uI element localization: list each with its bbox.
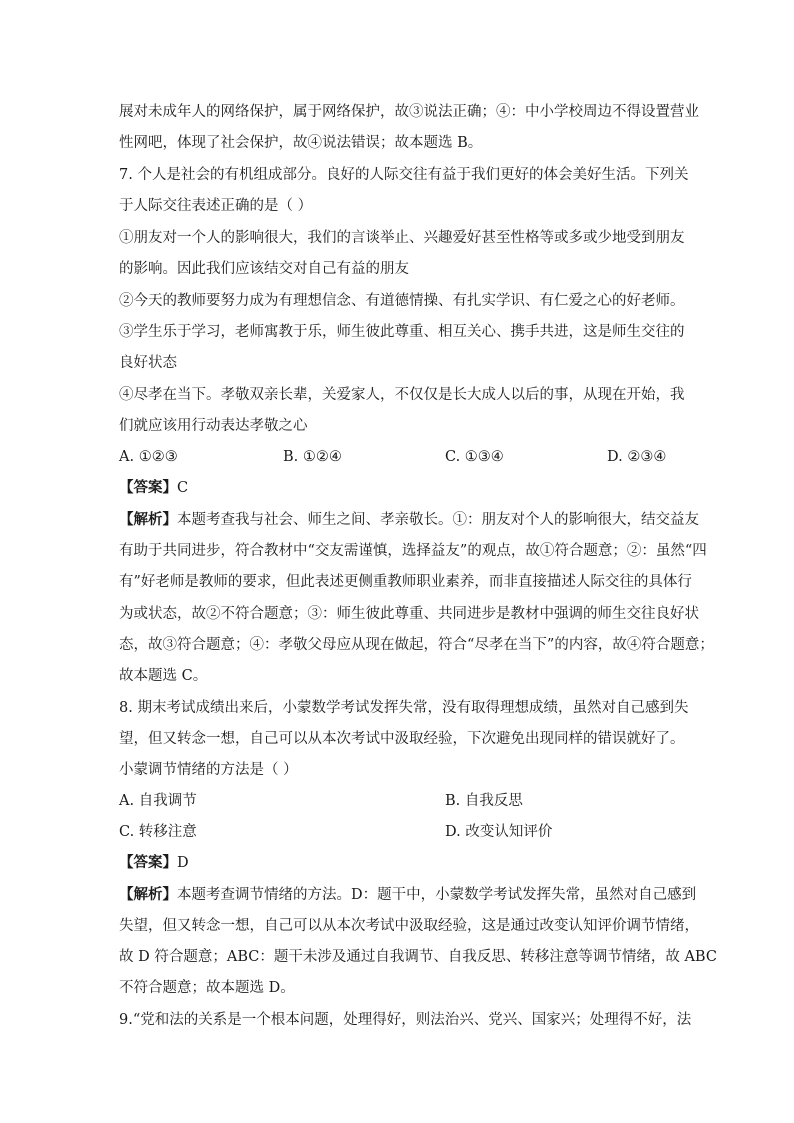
q8-option-d: D. 改变认知评价 xyxy=(445,824,553,840)
q7-option-a: A. ①②③ xyxy=(119,449,178,465)
q7-option-c: C. ①③④ xyxy=(445,449,504,465)
answer-label: 【答案】 xyxy=(119,854,177,871)
q8-option-a: A. 自我调节 xyxy=(119,793,197,809)
q8-analysis xyxy=(119,885,696,905)
text-line: 性网吧，体现了社会保护，故④说法错误；故本题选 B。 xyxy=(119,135,483,151)
q7-analysis: 有助于共同进步，符合教材中“交友需谨慎，选择益友”的观点，故①符合题意；②：虽然“四 xyxy=(119,543,707,559)
question-8-stem: 8. 期末考试成绩出来后，小蒙数学考试发挥失常，没有取得理想成绩，虽然对自己感到失 xyxy=(119,700,689,716)
question-7-stem: 于人际交往表述正确的是（ ） xyxy=(119,198,313,214)
q7-answer xyxy=(119,478,188,498)
q8-analysis: 不符合题意；故本题选 D。 xyxy=(119,980,295,996)
statement-2: ②今天的教师要努力成为有理想信念、有道德情操、有扎实学识、有仁爱之心的好老师。 xyxy=(119,293,685,309)
q8-analysis: 失望，但又转念一想，自己可以从本次考试中汲取经验，这是通过改变认知评价调节情绪， xyxy=(119,918,699,934)
q8-option-b: B. 自我反思 xyxy=(445,793,523,809)
analysis-text: 本题考查调节情绪的方法。D：题干中，小蒙数学考试发挥失常，虽然对自己感到 xyxy=(177,887,697,903)
analysis-text: 本题考查我与社会、师生之间、孝亲敬长。①：朋友对个人的影响很大，结交益友 xyxy=(177,512,699,528)
q8-option-c: C. 转移注意 xyxy=(119,824,197,840)
statement-1: 的影响。因此我们应该结交对自己有益的朋友 xyxy=(119,261,409,277)
q7-option-d: D. ②③④ xyxy=(607,449,667,465)
statement-4: 们就应该用行动表达孝敬之心 xyxy=(119,418,308,434)
q7-analysis xyxy=(119,510,699,530)
q7-analysis: 有”好老师是教师的要求，但此表述更侧重教师职业素养，而非直接描述人际交往的具体行 xyxy=(119,574,692,590)
statement-4: ④尽孝在当下。孝敬双亲长辈，关爱家人，不仅仅是长大成人以后的事，从现在开始，我 xyxy=(119,387,685,403)
q8-analysis: 故 D 符合题意；ABC：题干未涉及通过自我调节、自我反思、转移注意等调节情绪，故 ABC xyxy=(119,949,717,965)
answer-value: C xyxy=(177,480,189,496)
question-9-stem: 9.“党和法的关系是一个根本问题，处理得好，则法治兴、党兴、国家兴；处理得不好，法 xyxy=(119,1012,692,1028)
answer-label: 【答案】 xyxy=(119,479,177,496)
answer-value: D xyxy=(177,855,189,871)
question-7-stem: 7. 个人是社会的有机组成部分。良好的人际交往有益于我们更好的体会美好生活。下列关 xyxy=(119,167,689,183)
analysis-label: 【解析】 xyxy=(119,511,177,528)
q7-analysis: 态，故③符合题意；④：孝敬父母应从现在做起，符合“尽孝在当下”的内容，故④符合题意； xyxy=(119,637,714,653)
statement-3: ③学生乐于学习，老师寓教于乐，师生彼此尊重、相互关心、携手共进，这是师生交往的 xyxy=(119,324,685,340)
statement-3: 良好状态 xyxy=(119,355,177,371)
q7-option-b: B. ①②④ xyxy=(283,449,342,465)
q8-answer xyxy=(119,853,189,873)
question-8-stem: 望，但又转念一想，自己可以从本次考试中汲取经验，下次避免出现同样的错误就好了。 xyxy=(119,731,685,747)
text-line: 展对未成年人的网络保护，属于网络保护，故③说法正确；④：中小学校周边不得设置营业 xyxy=(119,104,699,120)
q7-analysis: 为或状态，故②不符合题意；③：师生彼此尊重、共同进步是教材中强调的师生交往良好状 xyxy=(119,606,699,622)
question-8-stem: 小蒙调节情绪的方法是（ ） xyxy=(119,762,298,778)
q7-analysis: 故本题选 C。 xyxy=(119,668,208,684)
analysis-label: 【解析】 xyxy=(119,886,177,903)
statement-1: ①朋友对一个人的影响很大，我们的言谈举止、兴趣爱好甚至性格等或多或少地受到朋友 xyxy=(119,230,685,246)
